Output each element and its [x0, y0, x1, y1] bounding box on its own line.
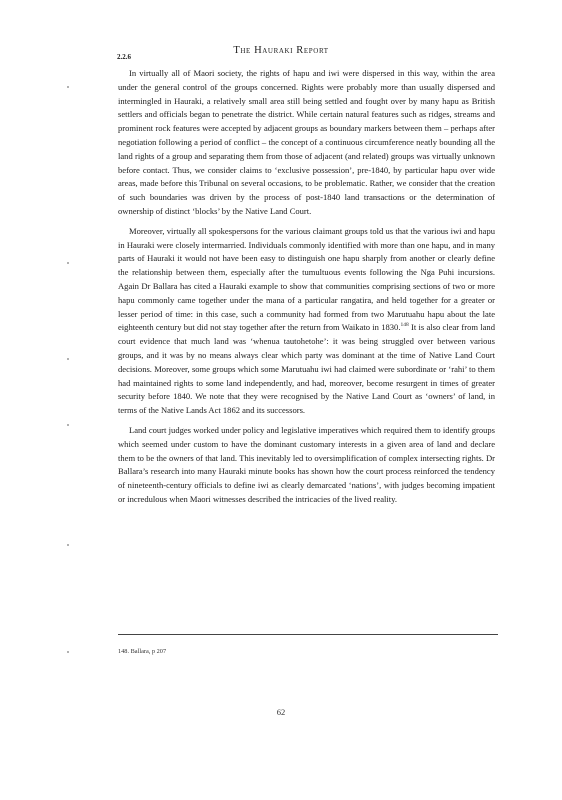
margin-speck — [67, 358, 69, 360]
margin-speck — [67, 651, 69, 653]
page-number: 62 — [276, 707, 286, 717]
footnote-divider — [118, 634, 498, 635]
paragraph-2-text-after: It is also clear from land court evidence that much land was ‘whenua tautohetohe’: it was being struggled over between various groups, and it was by no means always clear which party was dominant at the time of Native Land Court decisions. Moreover, some groups which some Marutuahu iwi had claimed were subordinate or ‘rahi’ to them had maintained rights to some land independently, and had, moreover, become resurgent in times of greater security before 1840. We note that they were recognised by the Native Land Court as ‘owners’ of land, in terms of the Native Lands Act 1862 and its successors. — [118, 322, 495, 416]
paragraph-1: In virtually all of Maori society, the rights of hapu and iwi were dispersed in this way, within the area under the general control of the groups concerned. Rights were probably more than usually dispersed and intermingled in Hauraki, a relatively small area still being settled and fought over by many hapu as British settlers and officials began to penetrate the district. While certain natural features such as ridges, streams and prominent rock features were accepted by adjacent groups as boundary markers between them – perhaps after negotiation following a period of conflict – the concept of a continuous circumference neatly bounding all the land rights of a group and separating them from those of adjacent (and related) groups was virtually unknown before contact. Thus, we consider claims to ‘exclusive possession’, pre-1840, by particular hapu over wide areas, made before this Tribunal on several occasions, to be problematic. Rather, we consider that the creation of such boundaries was driven by the process of post-1840 land transactions or the determination of ownership of distinct ‘blocks’ by the Native Land Court. — [118, 68, 495, 216]
running-header: The Hauraki Report — [233, 45, 329, 56]
paragraph-2-text-before: Moreover, virtually all spokespersons for the various claimant groups told us that the various iwi and hapu in Hauraki were closely intermarried. Individuals commonly identified with more than one hapu, and in many parts of Hauraki it would not have been easy to distinguish one hapu sharply from another or clearly define the relationship between them, especially after the tumultuous events following the Nga Puhi incursions. Again Dr Ballara has cited a Hauraki example to show that communities comprising sections of two or more hapu commonly came together under the mana of a particular rangatira, and held together for a greater or lesser period of time: in this case, such a community had formed from two Marutuahu hapu about the late eighteenth century but did not stay together after the return from Waikato in 1830. — [118, 225, 495, 333]
paragraph-3: Land court judges worked under policy and legislative imperatives which required them to identify groups which seemed under custom to have the dominant customary interests in a given area of land and declare them to be the owners of that land. This inevitably led to oversimplification of complex intersecting rights. Dr Ballara’s research into many Hauraki minute books has shown how the court process reinforced the tendency of nineteenth-century officials to define iwi as clearly demarcated ‘nations’, with judges becoming impatient or incredulous when Maori witnesses described the intricacies of the lived reality. — [118, 424, 495, 504]
body-text — [118, 67, 495, 513]
margin-speck — [67, 544, 69, 546]
margin-speck — [67, 424, 69, 426]
section-number: 2.2.6 — [117, 53, 131, 61]
margin-speck — [67, 86, 69, 88]
footnote-reference[interactable]: 148 — [400, 322, 409, 329]
paragraph-2 — [118, 225, 495, 418]
margin-speck — [67, 262, 69, 264]
footnote: 148. Ballara, p 207 — [118, 648, 167, 655]
